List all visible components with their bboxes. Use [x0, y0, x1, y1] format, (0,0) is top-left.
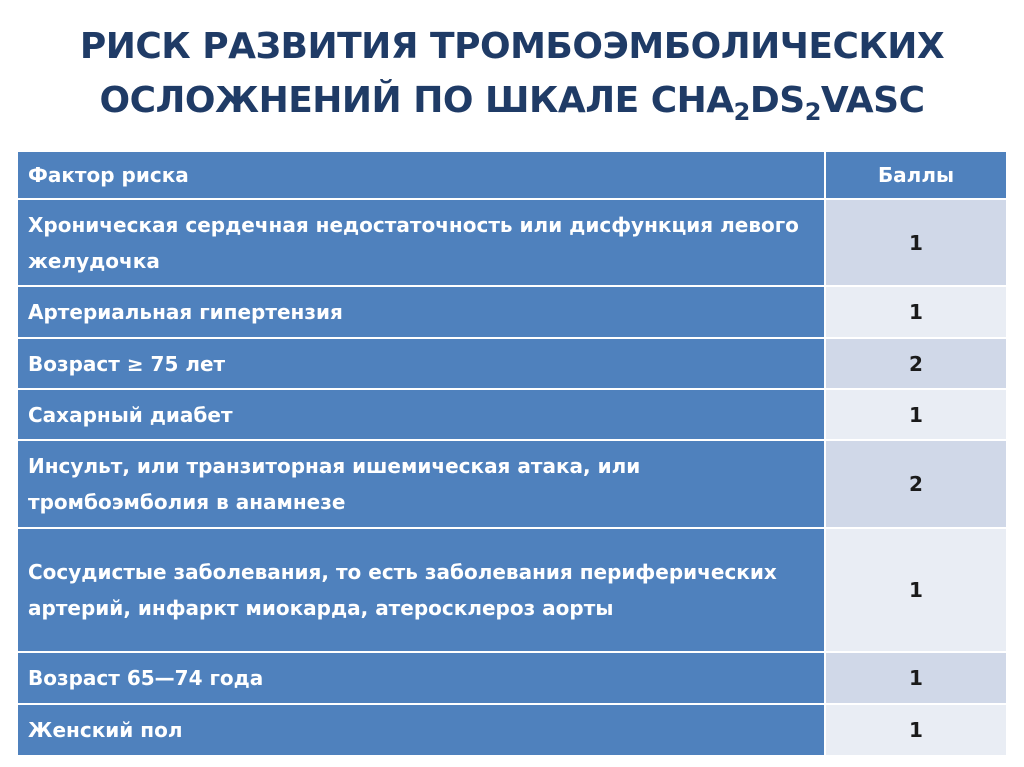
- points-cell: 1: [825, 528, 1007, 652]
- table-row: [17, 652, 1007, 704]
- risk-table: [16, 150, 1008, 757]
- table-row: [17, 704, 1007, 756]
- title-line-1: РИСК РАЗВИТИЯ ТРОМБОЭМБОЛИЧЕСКИХ: [79, 26, 945, 67]
- header-factor: Фактор риска: [17, 151, 825, 199]
- points-cell: 1: [825, 652, 1007, 704]
- points-cell: 1: [825, 199, 1007, 286]
- risk-factor-cell: Возраст ≥ 75 лет: [17, 338, 825, 389]
- title-line-2-suffix: VASC: [820, 80, 925, 121]
- risk-factor-cell: Хроническая сердечная недостаточность или дисфункция левого желудочка: [17, 199, 825, 286]
- title-subscript-2: 2: [804, 98, 821, 126]
- points-cell: 2: [825, 338, 1007, 389]
- table-row: [17, 338, 1007, 389]
- table-row: [17, 528, 1007, 652]
- points-cell: 1: [825, 286, 1007, 338]
- risk-factor-cell: Артериальная гипертензия: [17, 286, 825, 338]
- table-row: [17, 199, 1007, 286]
- title-line-2-prefix: ОСЛОЖНЕНИЙ ПО ШКАЛЕ CHA: [99, 80, 734, 121]
- table-row: [17, 286, 1007, 338]
- points-cell: 1: [825, 704, 1007, 756]
- risk-factor-cell: Возраст 65—74 года: [17, 652, 825, 704]
- risk-factor-cell: Сосудистые заболевания, то есть заболевания периферических артерий, инфаркт миокарда, атеросклероз аорты: [17, 528, 825, 652]
- title-subscript-1: 2: [733, 98, 750, 126]
- header-points: Баллы: [825, 151, 1007, 199]
- risk-factor-cell: Инсульт, или транзиторная ишемическая атака, или тромбоэмболия в анамнезе: [17, 440, 825, 528]
- points-cell: 1: [825, 389, 1007, 440]
- title-line-2-mid: DS: [749, 80, 805, 121]
- risk-factor-cell: Сахарный диабет: [17, 389, 825, 440]
- table-row: [17, 389, 1007, 440]
- risk-factor-cell: Женский пол: [17, 704, 825, 756]
- points-cell: 2: [825, 440, 1007, 528]
- title-line-2: [30, 74, 994, 128]
- slide-title: [30, 20, 994, 128]
- table-header-row: [17, 151, 1007, 199]
- risk-table-container: [16, 150, 1006, 757]
- table-row: [17, 440, 1007, 528]
